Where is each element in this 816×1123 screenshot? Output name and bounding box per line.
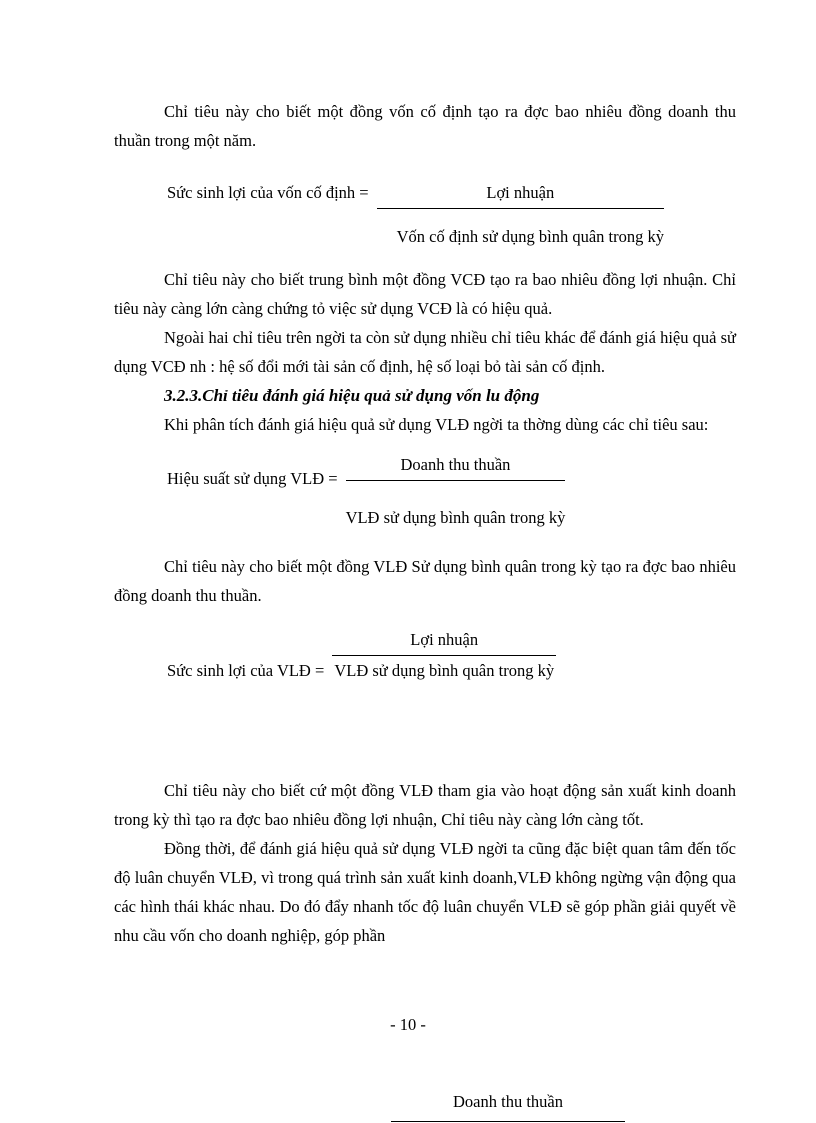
formula-denominator: Vốn cố định sử dụng bình quân trong kỳ xyxy=(396,227,665,246)
paragraph-vld-1: Chỉ tiêu này cho biết một đồng VLĐ Sử dụng bình quân trong kỳ tạo ra đợc bao nhiêu đồng doanh thu thuần. xyxy=(114,557,736,605)
paragraph-vcd-1: Chỉ tiêu này cho biết trung bình một đồng VCĐ tạo ra bao nhiêu đồng lợi nhuận. Chỉ tiêu này càng lớn càng chứng tỏ việc sử dụng VCĐ là có hiệu quả. xyxy=(114,270,736,318)
paragraph-vld-intro: Khi phân tích đánh giá hiệu quả sử dụng VLĐ ngời ta thờng dùng các chỉ tiêu sau: xyxy=(164,415,709,434)
footer-formula xyxy=(391,1091,625,1122)
formula-suc-sinh-loi-vcd xyxy=(167,181,736,249)
formula-numerator: Doanh thu thuần xyxy=(346,453,566,481)
formula-numerator: Lợi nhuận xyxy=(377,181,664,209)
page-content xyxy=(114,97,736,950)
formula-hieu-suat-vld xyxy=(167,453,736,530)
formula-denominator: VLĐ sử dụng bình quân trong kỳ xyxy=(334,661,555,680)
formula-numerator: Lợi nhuận xyxy=(332,628,556,656)
formula-label: Sức sinh lợi của vốn cố định = xyxy=(167,183,369,202)
paragraph-vld-3: Đồng thời, để đánh giá hiệu quả sử dụng VLĐ ngời ta cũng đặc biệt quan tâm đến tốc độ luân chuyển VLĐ, vì trong quá trình sản xuất kinh doanh,VLĐ không ngừng vận động qua các hình thái khác nhau. Do đó đẩy nhanh tốc độ luân chuyển VLĐ sẽ góp phần giải quyết về nhu cầu vốn cho doanh nghiệp, góp phần xyxy=(114,839,736,945)
section-heading-3-2-3: 3.2.3.Chỉ tiêu đánh giá hiệu quả sử dụng vốn lu động xyxy=(164,386,540,405)
fraction xyxy=(332,628,556,683)
footer-formula-numerator: Doanh thu thuần xyxy=(391,1091,625,1122)
fraction xyxy=(346,453,566,530)
formula-suc-sinh-loi-vld xyxy=(167,628,736,683)
formula-denominator: VLĐ sử dụng bình quân trong kỳ xyxy=(345,508,566,527)
formula-label: Hiệu suất sử dụng VLĐ = xyxy=(167,469,338,488)
paragraph-intro: Chỉ tiêu này cho biết một đồng vốn cố định tạo ra đợc bao nhiêu đồng doanh thu thuần trong một năm. xyxy=(114,102,736,150)
formula-label: Sức sinh lợi của VLĐ = xyxy=(167,661,325,680)
fraction xyxy=(377,181,664,249)
paragraph-vcd-2: Ngoài hai chỉ tiêu trên ngời ta còn sử dụng nhiều chỉ tiêu khác để đánh giá hiệu quả sử dụng VCĐ nh : hệ số đổi mới tài sản cố định, hệ số loại bỏ tài sản cố định. xyxy=(114,328,736,376)
paragraph-vld-2: Chỉ tiêu này cho biết cứ một đồng VLĐ tham gia vào hoạt động sản xuất kinh doanh trong kỳ thì tạo ra đợc bao nhiêu đồng lợi nhuận, Chỉ tiêu này càng lớn càng tốt. xyxy=(114,781,736,829)
page-number: - 10 - xyxy=(390,1015,426,1034)
